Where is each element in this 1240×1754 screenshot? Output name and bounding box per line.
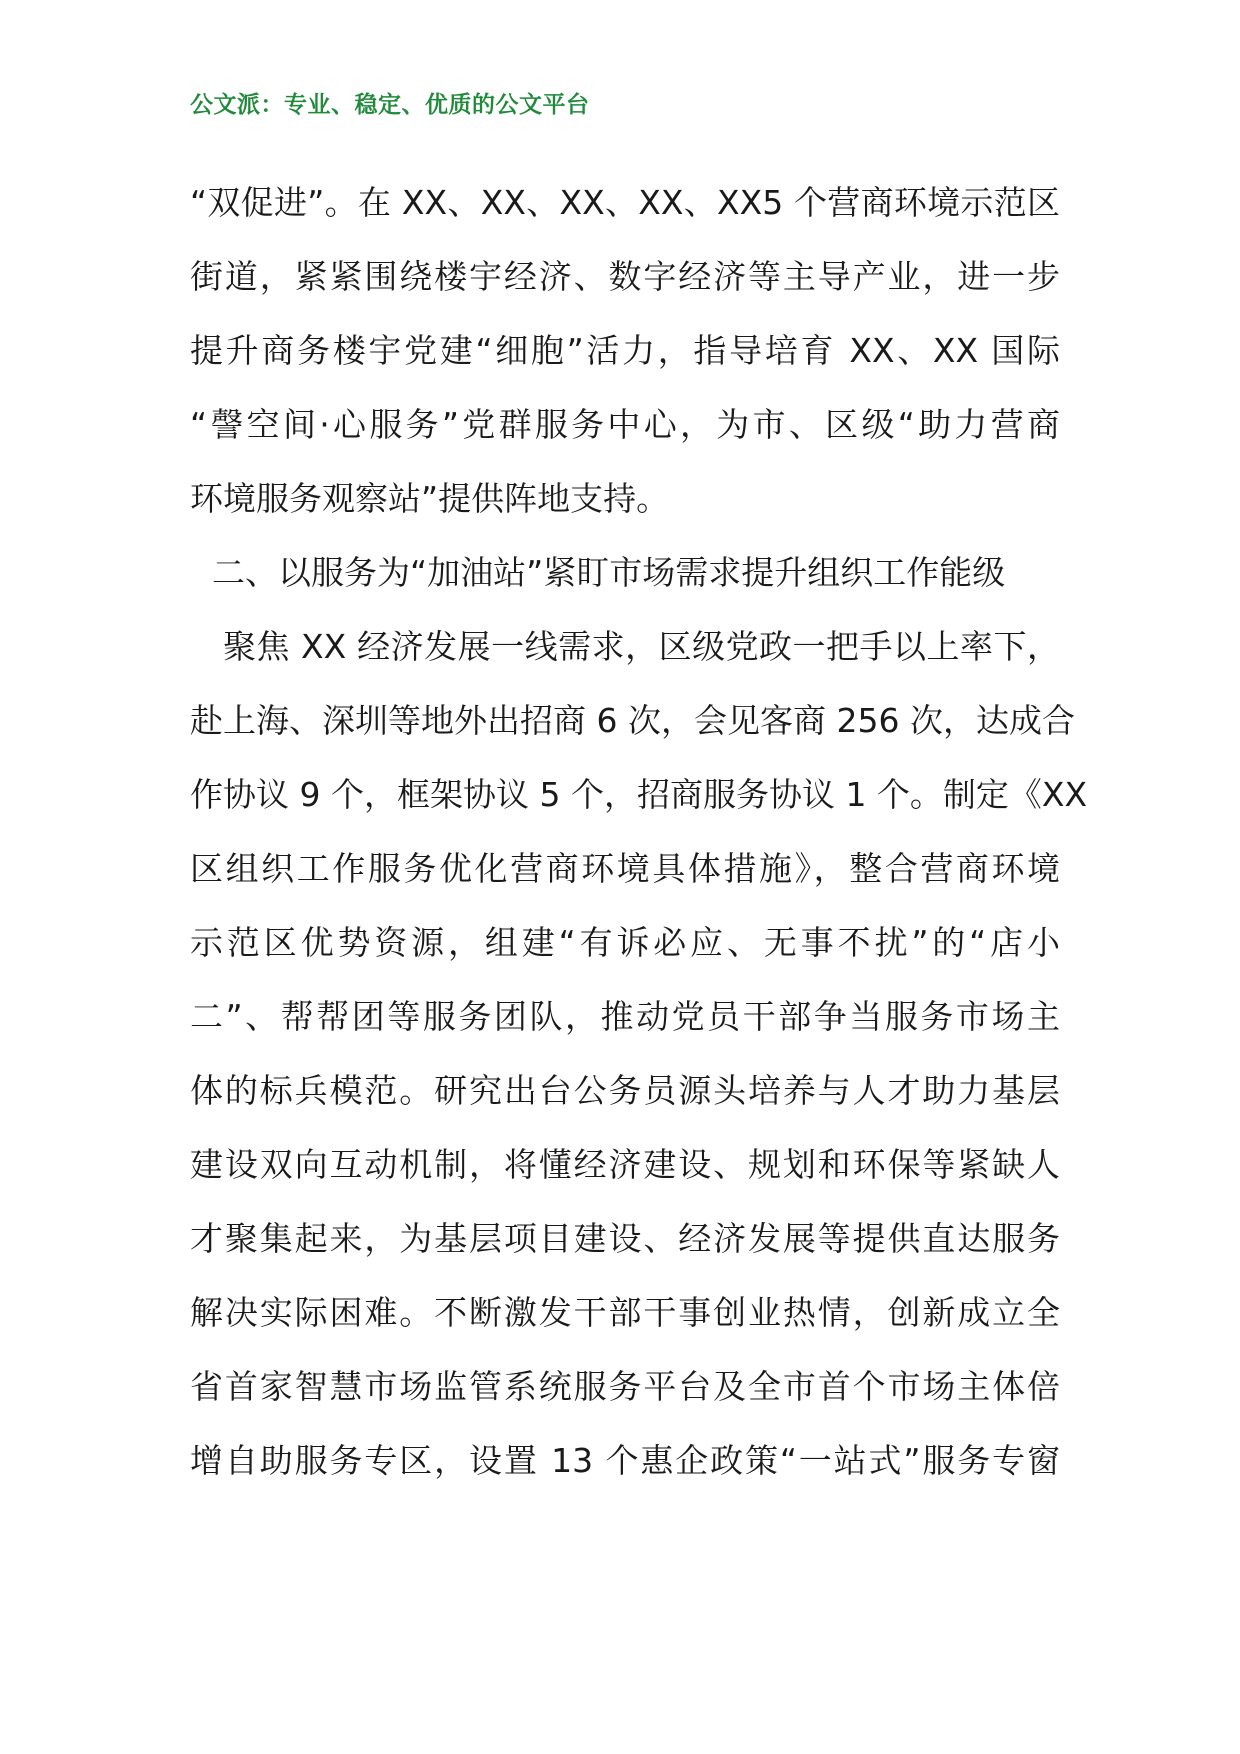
paragraph-line: “謦空间·心服务”党群服务中心，为市、区级“助力营商: [190, 405, 1060, 444]
paragraph-line: “双促进”。在 XX、XX、XX、XX、XX5 个营商环境示范区: [190, 183, 1060, 222]
paragraph-line: 才聚集起来，为基层项目建设、经济发展等提供直达服务: [190, 1219, 1060, 1258]
paragraph-line: 建设双向互动机制，将懂经济建设、规划和环保等紧缺人: [190, 1145, 1060, 1184]
paragraph-line: 环境服务观察站”提供阵地支持。: [190, 479, 670, 518]
paragraph-line: 二”、帮帮团等服务团队，推动党员干部争当服务市场主: [190, 997, 1060, 1036]
paragraph-line: 解决实际困难。不断激发干部干事创业热情，创新成立全: [190, 1293, 1060, 1332]
paragraph-line: 区组织工作服务优化营商环境具体措施》，整合营商环境: [190, 849, 1060, 888]
paragraph-line: 作协议 9 个，框架协议 5 个，招商服务协议 1 个。制定《XX: [190, 775, 1088, 814]
paragraph-line: 省首家智慧市场监管系统服务平台及全市首个市场主体倍: [190, 1367, 1060, 1406]
paragraph-line: 增自助服务专区，设置 13 个惠企政策“一站式”服务专窗: [190, 1441, 1060, 1480]
paragraph-line: 街道，紧紧围绕楼宇经济、数字经济等主导产业，进一步: [190, 257, 1060, 296]
paragraph-line: 示范区优势资源，组建“有诉必应、无事不扰”的“店小: [190, 923, 1060, 962]
paragraph-line: 提升商务楼宇党建“细胞”活力，指导培育 XX、XX 国际: [190, 331, 1060, 370]
document-body: [190, 166, 1088, 1498]
paragraph-line: 体的标兵模范。研究出台公务员源头培养与人才助力基层: [190, 1071, 1060, 1110]
header-title: 公文派：专业、稳定、优质的公文平台: [190, 92, 590, 118]
paragraph-line: 赴上海、深圳等地外出招商 6 次，会见客商 256 次，达成合: [190, 701, 1075, 740]
section-heading: 二、以服务为“加油站”紧盯市场需求提升组织工作能级: [212, 553, 1006, 592]
paragraph-line: 聚焦 XX 经济发展一线需求，区级党政一把手以上率下，: [223, 627, 1060, 666]
